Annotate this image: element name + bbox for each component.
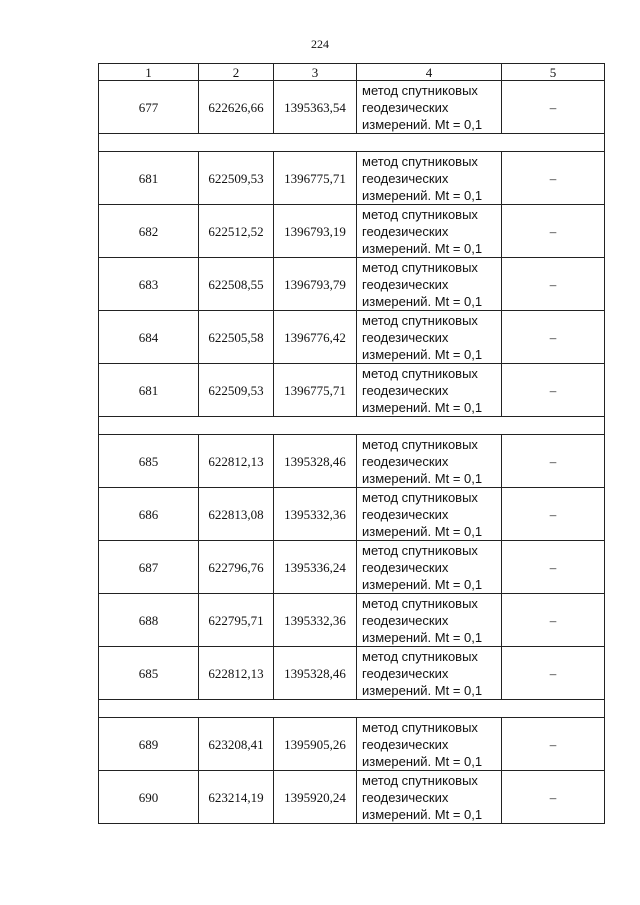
column-header-3: 3 [274,64,357,81]
table-body [99,64,605,824]
y-coordinate-cell: 1396776,42 [274,311,357,364]
x-coordinate-cell: 622813,08 [199,488,274,541]
y-coordinate-cell: 1395363,54 [274,81,357,134]
note-cell: – [502,152,605,205]
x-coordinate-cell: 622626,66 [199,81,274,134]
table-row [99,541,605,594]
table-row [99,364,605,417]
table-row [99,718,605,771]
point-number-cell: 690 [99,771,199,824]
coordinates-table [98,63,605,824]
x-coordinate-cell: 622509,53 [199,364,274,417]
table-row [99,205,605,258]
separator-cell [99,417,605,435]
table-row [99,258,605,311]
table-row [99,152,605,205]
point-number-cell: 687 [99,541,199,594]
method-cell: метод спутниковых геодезических измерений. Mt = 0,1 [357,647,502,700]
point-number-cell: 685 [99,647,199,700]
method-cell: метод спутниковых геодезических измерений. Mt = 0,1 [357,541,502,594]
table-row [99,435,605,488]
note-cell: – [502,718,605,771]
x-coordinate-cell: 622505,58 [199,311,274,364]
note-cell: – [502,771,605,824]
table-row [99,771,605,824]
separator-cell [99,700,605,718]
note-cell: – [502,205,605,258]
y-coordinate-cell: 1395328,46 [274,435,357,488]
y-coordinate-cell: 1396775,71 [274,152,357,205]
method-cell: метод спутниковых геодезических измерений. Mt = 0,1 [357,771,502,824]
point-number-cell: 681 [99,364,199,417]
x-coordinate-cell: 622512,52 [199,205,274,258]
table-row [99,488,605,541]
separator-row [99,417,605,435]
method-cell: метод спутниковых геодезических измерений. Mt = 0,1 [357,258,502,311]
y-coordinate-cell: 1395328,46 [274,647,357,700]
point-number-cell: 684 [99,311,199,364]
y-coordinate-cell: 1395920,24 [274,771,357,824]
point-number-cell: 681 [99,152,199,205]
note-cell: – [502,258,605,311]
x-coordinate-cell: 623214,19 [199,771,274,824]
note-cell: – [502,364,605,417]
separator-row [99,700,605,718]
method-cell: метод спутниковых геодезических измерений. Mt = 0,1 [357,594,502,647]
y-coordinate-cell: 1396793,79 [274,258,357,311]
column-header-4: 4 [357,64,502,81]
method-cell: метод спутниковых геодезических измерений. Mt = 0,1 [357,364,502,417]
y-coordinate-cell: 1396793,19 [274,205,357,258]
header-row [99,64,605,81]
note-cell: – [502,594,605,647]
method-cell: метод спутниковых геодезических измерений. Mt = 0,1 [357,311,502,364]
x-coordinate-cell: 622508,55 [199,258,274,311]
table-row [99,594,605,647]
point-number-cell: 685 [99,435,199,488]
table-row [99,647,605,700]
y-coordinate-cell: 1395332,36 [274,488,357,541]
y-coordinate-cell: 1395332,36 [274,594,357,647]
method-cell: метод спутниковых геодезических измерений. Mt = 0,1 [357,718,502,771]
point-number-cell: 682 [99,205,199,258]
separator-cell [99,134,605,152]
x-coordinate-cell: 622812,13 [199,647,274,700]
point-number-cell: 688 [99,594,199,647]
point-number-cell: 689 [99,718,199,771]
x-coordinate-cell: 622509,53 [199,152,274,205]
method-cell: метод спутниковых геодезических измерений. Mt = 0,1 [357,435,502,488]
separator-row [99,134,605,152]
column-header-1: 1 [99,64,199,81]
note-cell: – [502,435,605,488]
note-cell: – [502,647,605,700]
x-coordinate-cell: 622812,13 [199,435,274,488]
table-row [99,81,605,134]
y-coordinate-cell: 1395905,26 [274,718,357,771]
note-cell: – [502,81,605,134]
point-number-cell: 683 [99,258,199,311]
x-coordinate-cell: 622795,71 [199,594,274,647]
method-cell: метод спутниковых геодезических измерений. Mt = 0,1 [357,152,502,205]
page-number: 224 [311,37,329,51]
x-coordinate-cell: 622796,76 [199,541,274,594]
method-cell: метод спутниковых геодезических измерений. Mt = 0,1 [357,205,502,258]
note-cell: – [502,541,605,594]
point-number-cell: 677 [99,81,199,134]
note-cell: – [502,311,605,364]
y-coordinate-cell: 1396775,71 [274,364,357,417]
point-number-cell: 686 [99,488,199,541]
column-header-5: 5 [502,64,605,81]
note-cell: – [502,488,605,541]
column-header-2: 2 [199,64,274,81]
method-cell: метод спутниковых геодезических измерений. Mt = 0,1 [357,488,502,541]
method-cell: метод спутниковых геодезических измерений. Mt = 0,1 [357,81,502,134]
y-coordinate-cell: 1395336,24 [274,541,357,594]
x-coordinate-cell: 623208,41 [199,718,274,771]
table-row [99,311,605,364]
